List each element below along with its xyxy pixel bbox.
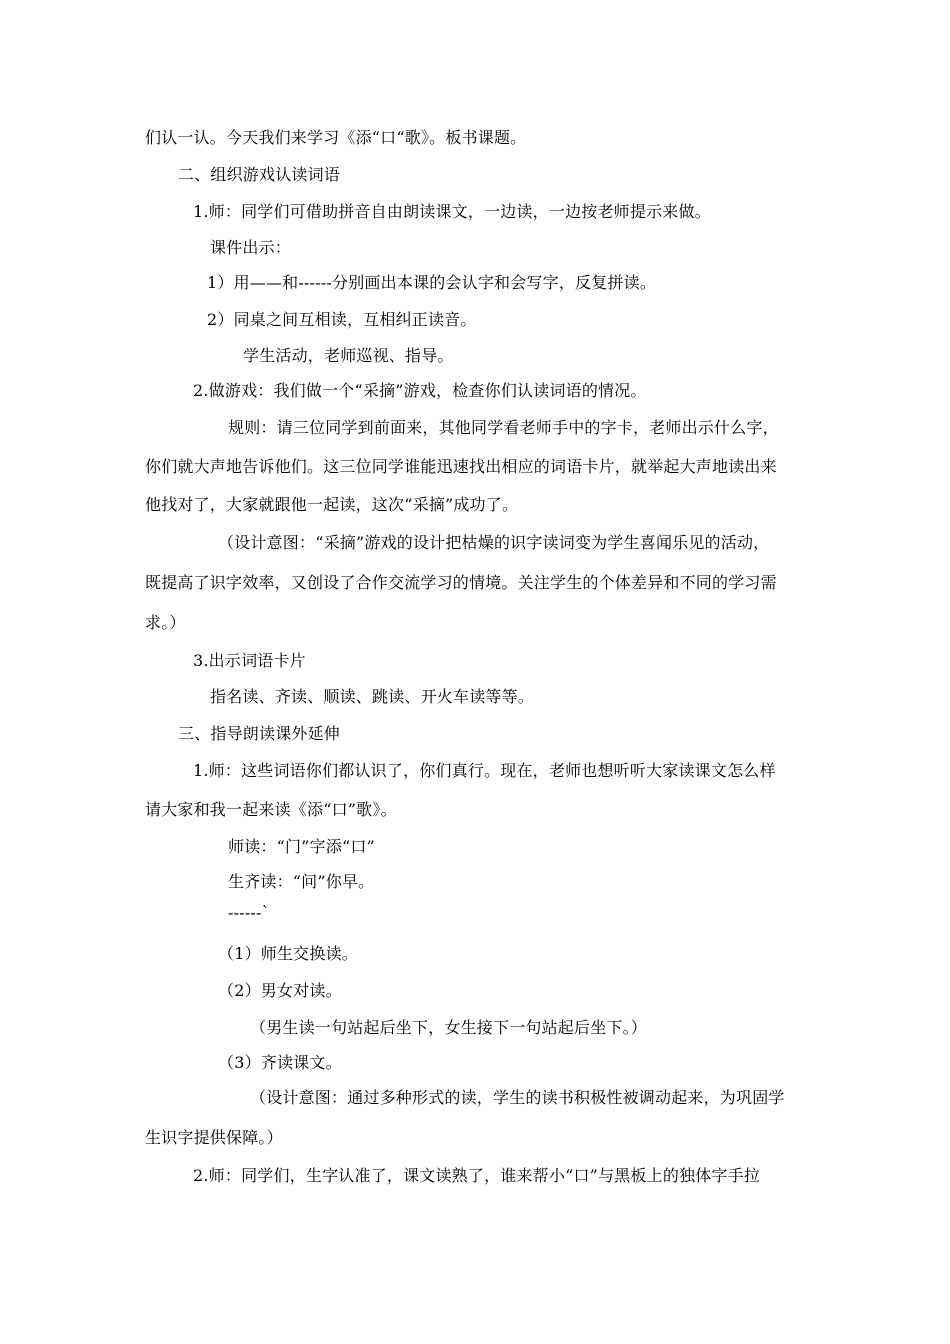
text-line: 2.师：同学们，生字认准了，课文读熟了，谁来帮小“口”与黑板上的独体字手拉 (193, 1166, 761, 1185)
text-line: 2.做游戏：我们做一个“采摘”游戏，检查你们认读词语的情况。 (193, 381, 647, 400)
text-line: 课件出示： (210, 238, 292, 257)
text-line: （设计意图：“采摘”游戏的设计把枯燥的识字读词变为学生喜闻乐见的活动， (218, 533, 770, 552)
text-line: 请大家和我一起来读《添“口”歌》。 (145, 800, 397, 819)
text-line: 他找对了，大家就跟他一起读，这次“采摘”成功了。 (145, 495, 519, 514)
text-line: （设计意图：通过多种形式的读，学生的读书积极性被调动起来，为巩固学 (250, 1088, 785, 1107)
text-line: （3）齐读课文。 (218, 1053, 342, 1072)
text-line: 2）同桌之间互相读，互相纠正读音。 (207, 310, 477, 329)
text-line: 师读：“门”字添“口” (228, 837, 375, 856)
text-line: 生识字提供保障。） (145, 1128, 283, 1147)
text-line: 学生活动，老师巡视、指导。 (243, 346, 454, 365)
text-line: 指名读、齐读、顺读、跳读、开火车读等等。 (210, 687, 535, 706)
text-line: （1）师生交换读。 (218, 944, 358, 963)
text-line: 3.出示词语卡片 (193, 651, 306, 670)
text-line: 1.师：这些词语你们都认识了，你们真行。现在，老师也想听听大家读课文怎么样 (193, 761, 776, 780)
text-line: 既提高了识字效率，又创设了合作交流学习的情境。关注学生的个体差异和不同的学习需 (145, 573, 777, 592)
section-heading: 二、组织游戏认读词语 (178, 165, 341, 184)
text-line: 1）用——和------分别画出本课的会认字和会写字，反复拼读。 (207, 273, 657, 292)
text-line: 生齐读：“问”你早。 (228, 872, 375, 891)
text-line: 你们就大声地告诉他们。这三位同学谁能迅速找出相应的词语卡片，就举起大声地读出来 (145, 457, 777, 476)
text-line: （男生读一句站起后坐下，女生接下一句站起后坐下。） (250, 1018, 648, 1037)
text-line: 们认一认。今天我们来学习《添“口“歌》。板书课题。 (145, 128, 527, 147)
section-heading: 三、指导朗读课外延伸 (178, 724, 341, 743)
text-line: ------` (228, 903, 270, 922)
text-line: 1.师：同学们可借助拼音自由朗读课文，一边读，一边按老师提示来做。 (193, 202, 711, 221)
text-line: 规则：请三位同学到前面来，其他同学看老师手中的字卡，老师出示什么字， (228, 418, 779, 437)
text-line: 求。） (145, 613, 186, 632)
text-line: （2）男女对读。 (218, 981, 342, 1000)
